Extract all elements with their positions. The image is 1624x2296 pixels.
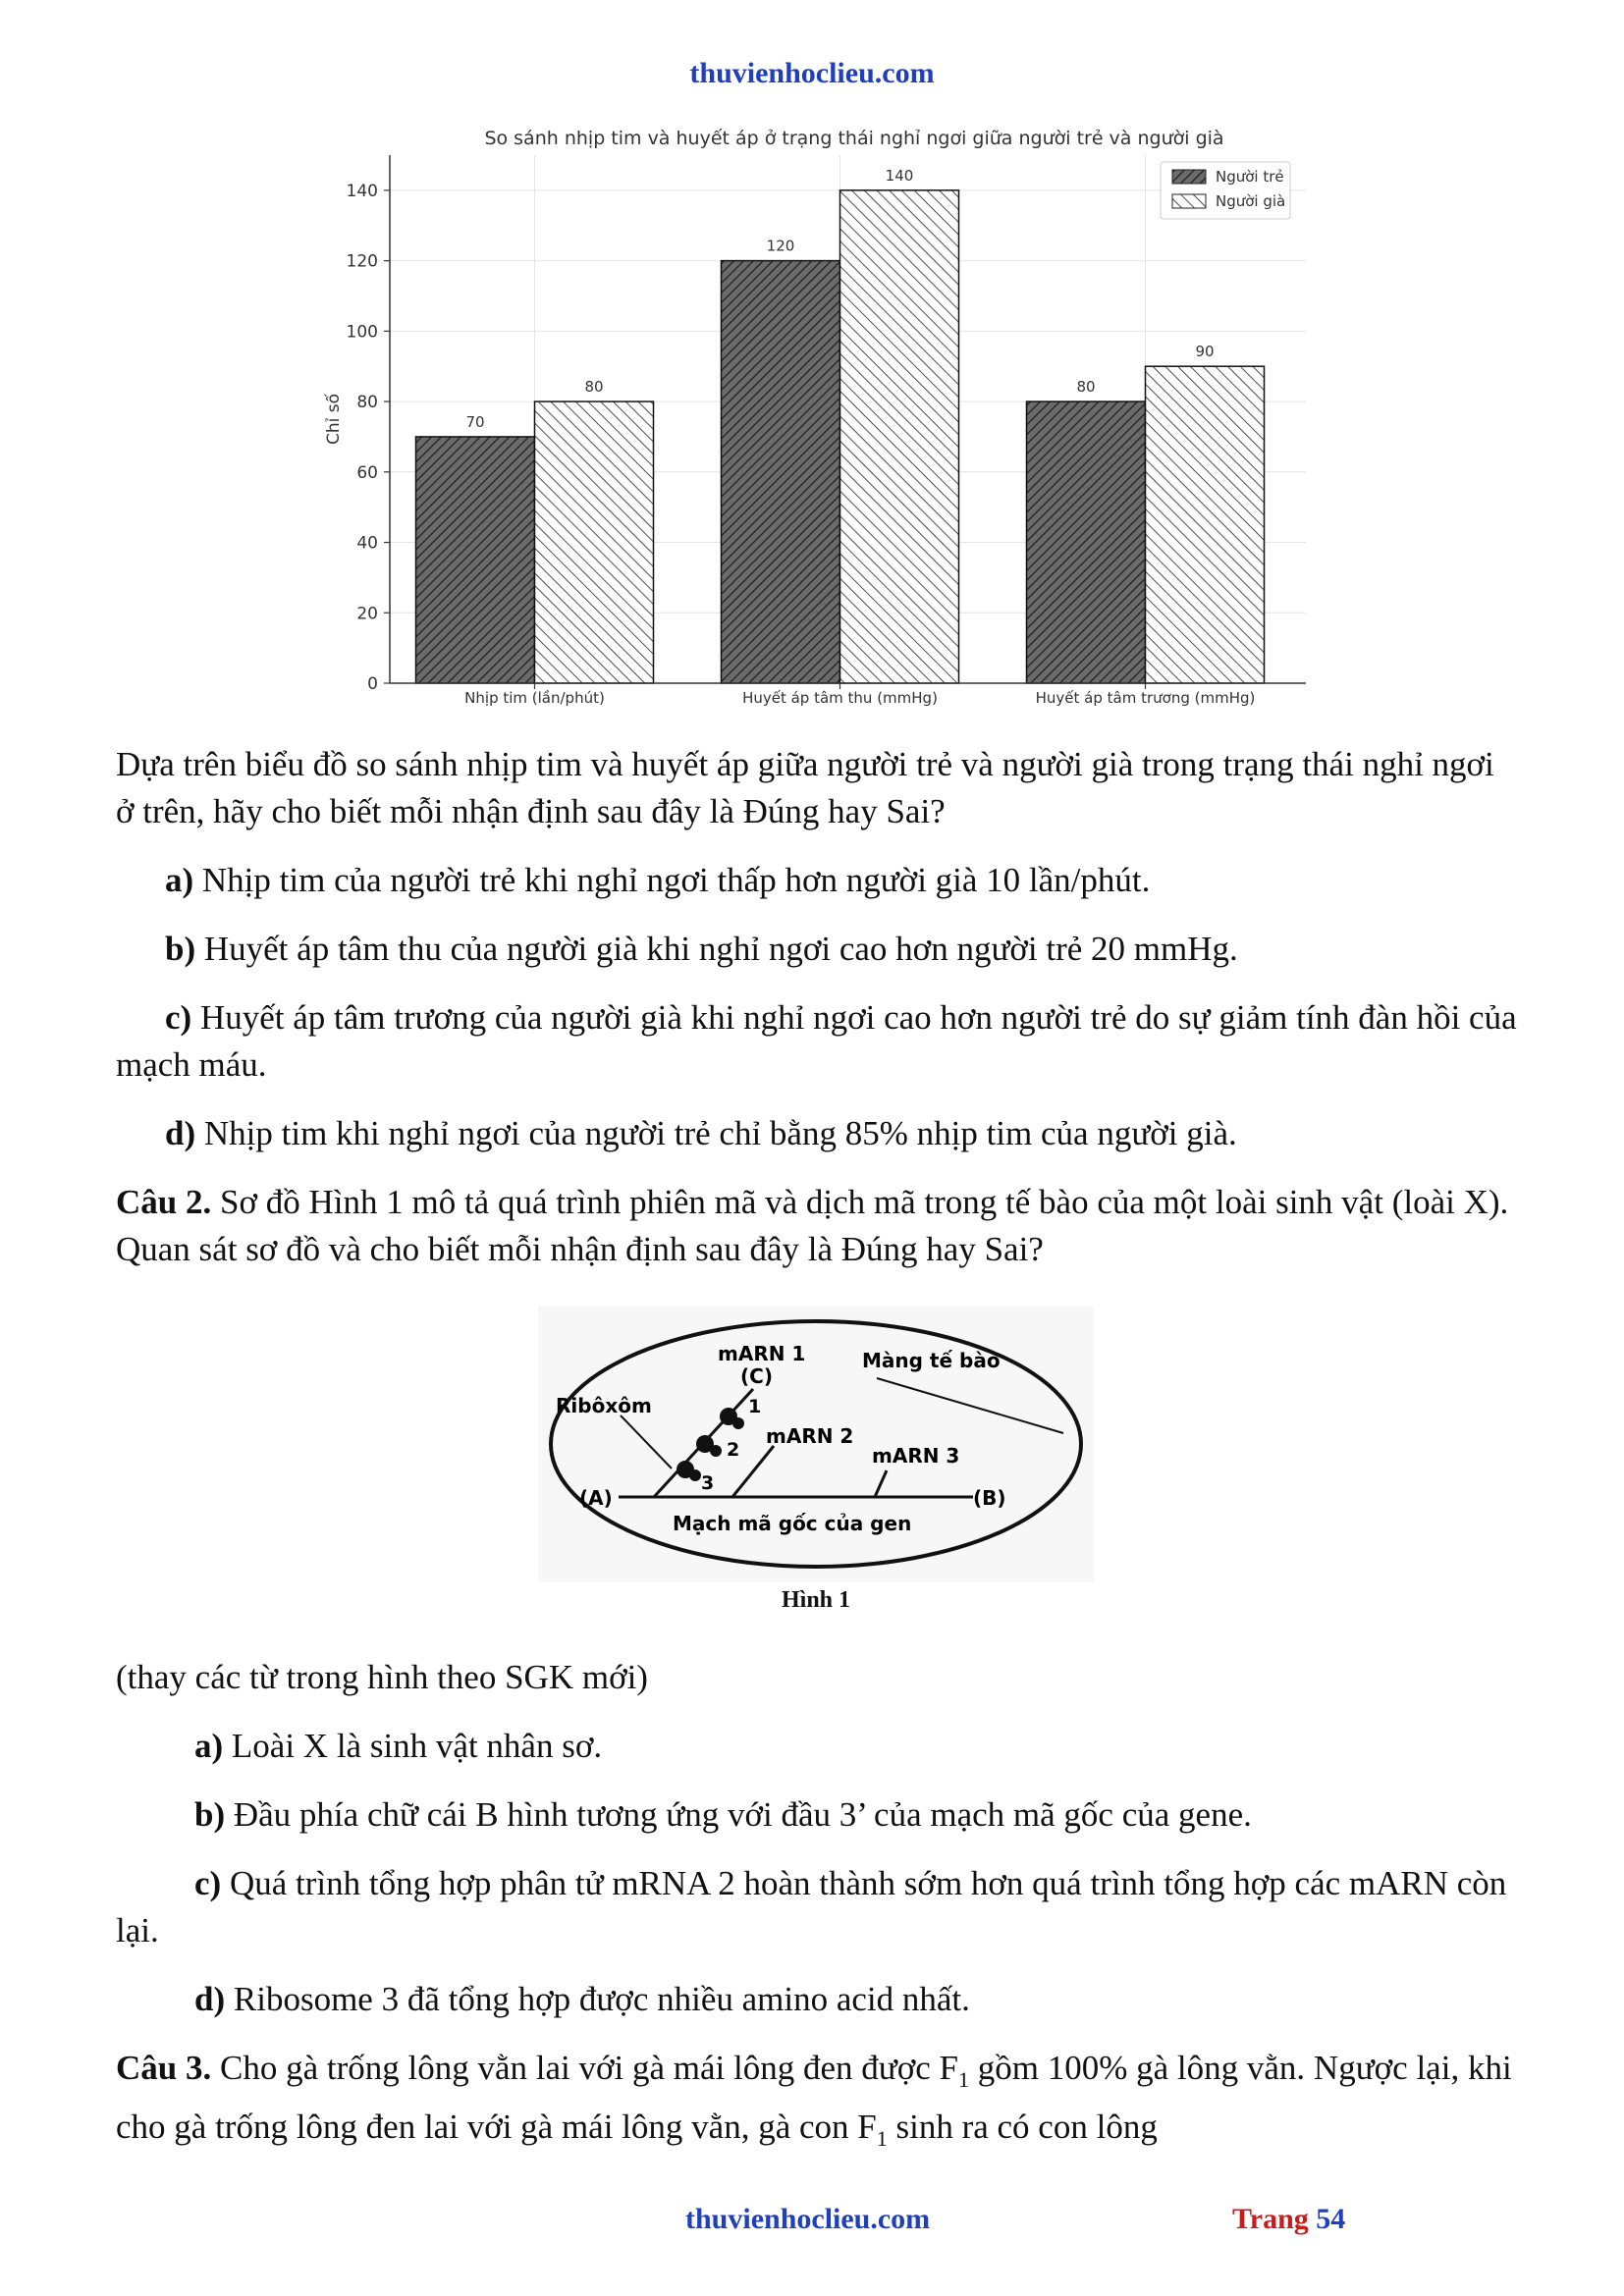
label-n3: 3 (701, 1472, 715, 1494)
legend-swatch-young (1172, 170, 1206, 184)
label-cell-membrane: Màng tế bào (862, 1349, 1001, 1372)
q1-item-a (116, 857, 1520, 904)
q1-item-label: d) (165, 1114, 196, 1152)
q1-item-text: Huyết áp tâm trương của người già khi nghỉ ngơi cao hơn người trẻ do sự giảm tính đàn hồi của mạch máu. (116, 998, 1517, 1084)
q2-item-a (116, 1723, 1520, 1770)
chart-legend (1161, 162, 1290, 219)
ribosome-1-subunit (732, 1417, 744, 1429)
q2-item-d (116, 1976, 1520, 2023)
bar-young (416, 437, 535, 683)
q3-label: Câu 3. (116, 2049, 212, 2087)
bar-value-label: 80 (1076, 378, 1096, 397)
x-tick-label: Huyết áp tâm thu (mmHg) (742, 689, 938, 707)
footer-site-name: thuvienhoclieu.com (685, 2203, 931, 2235)
x-axis-ticks (464, 683, 1255, 707)
bar-value-label: 70 (465, 412, 485, 431)
bar-chart (314, 116, 1316, 715)
q3-sub-2: 1 (876, 2126, 888, 2151)
label-n1: 1 (748, 1396, 762, 1417)
y-tick-label: 40 (356, 533, 378, 554)
bar-value-label: 90 (1195, 343, 1215, 361)
footer-page-label: Trang (1232, 2203, 1317, 2235)
y-axis-ticks (347, 182, 390, 694)
bar-old (840, 190, 959, 683)
chart-bars (416, 167, 1265, 683)
y-tick-label: 100 (346, 322, 378, 343)
q2-item-label: b) (194, 1795, 226, 1834)
ribosome-pointer (621, 1415, 672, 1468)
q2-item-text: Ribosome 3 đã tổng hợp được nhiều amino acid nhất. (225, 1980, 970, 2018)
figure-1-diagram (538, 1306, 1094, 1582)
y-tick-label: 0 (367, 674, 378, 694)
ribosome-2-subunit (710, 1445, 722, 1457)
label-template: Mạch mã gốc của gen (673, 1512, 912, 1535)
q2-item-label: c) (194, 1864, 222, 1902)
q3-sub-1: 1 (958, 2067, 969, 2092)
q3-text-2: gồm 100% gà lông vằn. Ngược lại, khi cho gà trống lông đen lai với gà mái lông vằn, gà con F (116, 2049, 1512, 2146)
q2-stem (116, 1179, 1520, 1273)
label-a: (A) (579, 1486, 613, 1510)
label-n2: 2 (727, 1439, 740, 1461)
y-tick-label: 60 (356, 462, 378, 483)
y-tick-label: 140 (346, 181, 378, 201)
bar-old (535, 401, 654, 683)
q2-item-c (116, 1860, 1520, 1954)
q1-item-text: Huyết áp tâm thu của người già khi nghỉ ngơi cao hơn người trẻ 20 mmHg. (195, 930, 1238, 968)
q3-stem (116, 2045, 1520, 2163)
label-mrna1: mARN 1 (718, 1342, 806, 1365)
label-c: (C) (740, 1364, 773, 1388)
label-mrna3: mARN 3 (872, 1444, 960, 1468)
x-tick-label: Huyết áp tâm trương (mmHg) (1035, 689, 1256, 707)
y-tick-label: 80 (356, 393, 378, 413)
chart-title: So sánh nhịp tim và huyết áp ở trạng thái nghỉ ngơi giữa người trẻ và người già (484, 128, 1224, 149)
q2-text: Sơ đồ Hình 1 mô tả quá trình phiên mã và dịch mã trong tế bào của một loài sinh vật (loài X). Quan sát sơ đồ và cho biết mỗi nhận định sau đây là Đúng hay Sai? (116, 1183, 1509, 1268)
q2-item-label: d) (194, 1980, 226, 2018)
legend-label-young: Người trẻ (1216, 168, 1284, 186)
legend-label-old: Người già (1216, 192, 1286, 210)
label-ribosome: Ribôxôm (556, 1394, 652, 1417)
label-mrna2: mARN 2 (766, 1424, 854, 1448)
bar-young (722, 261, 840, 683)
q1-item-d (116, 1110, 1520, 1157)
bar-value-label: 80 (584, 378, 604, 397)
bar-value-label: 140 (885, 166, 914, 185)
footer-page-number (1232, 2203, 1345, 2236)
figure-caption: Hình 1 (781, 1587, 851, 1613)
q3-text-1: Cho gà trống lông vằn lai với gà mái lông đen được F (211, 2049, 958, 2087)
q1-item-c (116, 994, 1520, 1089)
q1-intro: Dựa trên biểu đồ so sánh nhịp tim và huyết áp giữa người trẻ và người già trong trạng thái nghỉ ngơi ở trên, hãy cho biết mỗi nhận định sau đây là Đúng hay Sai? (116, 745, 1494, 830)
header-site-name: thuvienhoclieu.com (689, 57, 935, 89)
q2-item-label: a) (194, 1727, 224, 1765)
q2-item-text: Quá trình tổng hợp phân tử mRNA 2 hoàn thành sớm hơn quá trình tổng hợp các mARN còn lại. (116, 1864, 1507, 1949)
x-tick-label: Nhịp tim (lần/phút) (464, 689, 605, 707)
y-tick-label: 120 (346, 251, 378, 272)
bar-young (1027, 401, 1146, 683)
q1-item-label: b) (165, 930, 196, 968)
q1-item-label: c) (165, 998, 192, 1037)
q2-item-text: Loài X là sinh vật nhân sơ. (223, 1727, 603, 1765)
question-1 (116, 741, 1520, 1273)
q2-note: (thay các từ trong hình theo SGK mới) (116, 1658, 648, 1696)
question-2-items (116, 1654, 1520, 2163)
y-axis-label: Chỉ số (324, 393, 344, 446)
q2-item-b (116, 1791, 1520, 1839)
q2-item-text: Đầu phía chữ cái B hình tương ứng với đầu 3’ của mạch mã gốc của gene. (225, 1795, 1252, 1834)
q1-item-text: Nhịp tim của người trẻ khi nghỉ ngơi thấp hơn người già 10 lần/phút. (193, 861, 1151, 899)
mrna3-strand (875, 1470, 887, 1497)
label-b: (B) (973, 1486, 1006, 1510)
bar-value-label: 120 (766, 237, 795, 255)
q1-item-label: a) (165, 861, 194, 899)
ribosome-3-subunit (689, 1469, 701, 1481)
q3-text-3: sinh ra có con lông (887, 2108, 1158, 2146)
bar-old (1146, 366, 1265, 683)
footer-page-value: 54 (1316, 2203, 1346, 2235)
q1-item-text: Nhịp tim khi nghỉ ngơi của người trẻ chỉ bằng 85% nhịp tim của người già. (195, 1114, 1237, 1152)
y-tick-label: 20 (356, 604, 378, 624)
q2-label: Câu 2. (116, 1183, 212, 1221)
legend-swatch-old (1172, 194, 1206, 208)
membrane-pointer (877, 1378, 1063, 1433)
q1-item-b (116, 926, 1520, 973)
